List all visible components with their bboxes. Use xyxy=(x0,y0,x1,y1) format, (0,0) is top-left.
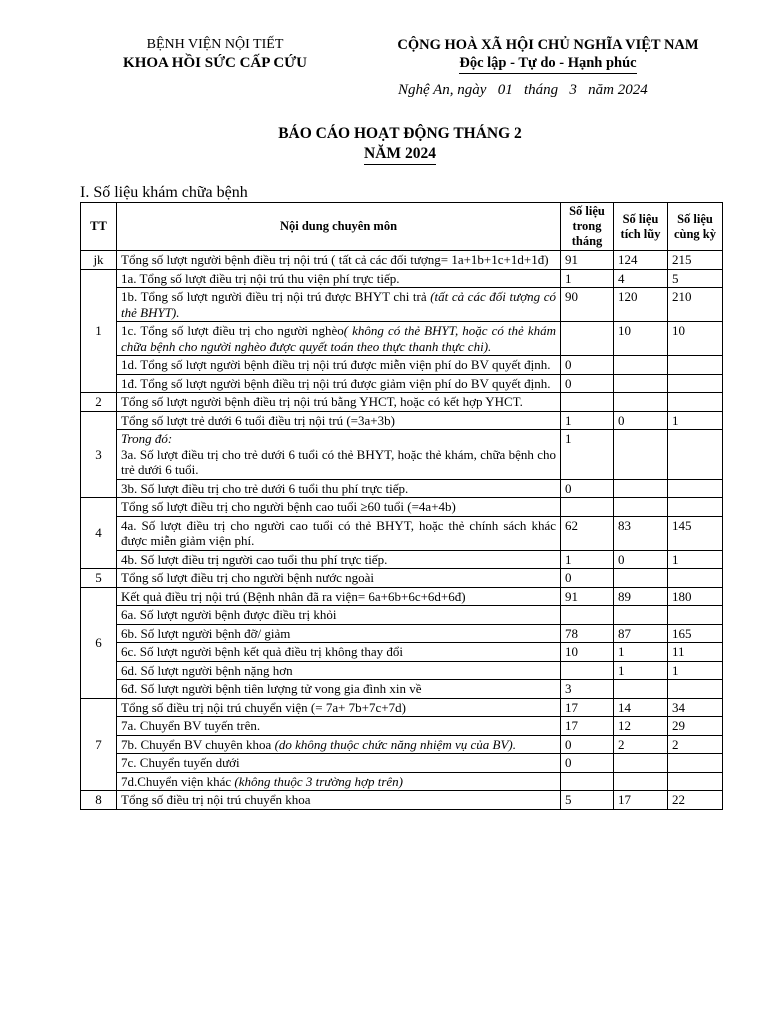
row-text: 4a. Số lượt điều trị cho người cao tuổi có thẻ BHYT, hoặc thẻ chính sách khác được miễn giảm viện phí. xyxy=(121,517,556,548)
value-same-period xyxy=(668,479,723,498)
row-content xyxy=(117,393,561,412)
table-row xyxy=(81,430,723,480)
value-same-period xyxy=(668,606,723,625)
row-content xyxy=(117,717,561,736)
value-cumulative: 14 xyxy=(614,698,668,717)
row-number: 8 xyxy=(81,791,117,810)
value-cumulative: 17 xyxy=(614,791,668,810)
row-text: 7c. Chuyển tuyến dưới xyxy=(121,755,240,770)
value-month: 3 xyxy=(561,680,614,699)
row-number: 5 xyxy=(81,569,117,588)
row-text: 3a. Số lượt điều trị cho trẻ dưới 6 tuổi có thẻ BHYT, hoặc thẻ khám, chữa bệnh cho trẻ dưới 6 tuổi. xyxy=(121,446,556,477)
table-row xyxy=(81,569,723,588)
value-month: 1 xyxy=(561,269,614,288)
value-same-period xyxy=(668,680,723,699)
value-same-period: 1 xyxy=(668,411,723,430)
row-text: 1đ. Tổng số lượt người bệnh điều trị nội trú được giảm viện phí do BV quyết định. xyxy=(121,375,551,391)
row-number: jk xyxy=(81,251,117,270)
table-row xyxy=(81,661,723,680)
row-content xyxy=(117,322,561,356)
value-cumulative: 87 xyxy=(614,624,668,643)
row-pre-note: Trong đó: xyxy=(121,431,173,446)
row-content xyxy=(117,754,561,773)
table-row xyxy=(81,251,723,270)
value-cumulative xyxy=(614,356,668,375)
country-name: CỘNG HOÀ XÃ HỘI CHỦ NGHĨA VIỆT NAM xyxy=(397,37,699,53)
value-month: 0 xyxy=(561,374,614,393)
value-month: 1 xyxy=(561,430,614,480)
value-same-period: 210 xyxy=(668,288,723,322)
value-month xyxy=(561,498,614,517)
row-text: 7b. Chuyển BV chuyên khoa xyxy=(121,736,275,752)
value-month xyxy=(561,661,614,680)
table-row xyxy=(81,587,723,606)
value-month: 0 xyxy=(561,479,614,498)
value-month: 78 xyxy=(561,624,614,643)
row-content xyxy=(117,374,561,393)
row-content xyxy=(117,698,561,717)
row-content xyxy=(117,411,561,430)
row-text: Tổng số lượt điều trị cho người bệnh nước ngoài xyxy=(121,570,374,585)
table-row xyxy=(81,322,723,356)
value-month: 90 xyxy=(561,288,614,322)
row-number: 6 xyxy=(81,587,117,698)
row-content xyxy=(117,791,561,810)
value-month: 0 xyxy=(561,735,614,754)
table-row xyxy=(81,393,723,412)
row-text: 6b. Số lượt người bệnh đỡ/ giảm xyxy=(121,625,291,641)
row-content xyxy=(117,606,561,625)
value-cumulative xyxy=(614,430,668,480)
value-month: 91 xyxy=(561,587,614,606)
row-text: 1a. Tổng số lượt điều trị nội trú thu viện phí trực tiếp. xyxy=(121,270,400,286)
value-cumulative xyxy=(614,479,668,498)
value-cumulative: 1 xyxy=(614,661,668,680)
row-content xyxy=(117,550,561,569)
value-same-period xyxy=(668,430,723,480)
section-title: I. Số liệu khám chữa bệnh xyxy=(80,184,248,201)
row-content xyxy=(117,587,561,606)
value-same-period: 2 xyxy=(668,735,723,754)
row-number: 7 xyxy=(81,698,117,791)
value-same-period: 10 xyxy=(668,322,723,356)
value-cumulative xyxy=(614,498,668,517)
row-content xyxy=(117,356,561,375)
value-month xyxy=(561,772,614,791)
row-content xyxy=(117,288,561,322)
row-text: 7a. Chuyển BV tuyến trên. xyxy=(121,718,261,733)
value-month xyxy=(561,393,614,412)
row-text: 6đ. Số lượt người bệnh tiên lượng tử vong gia đình xin về xyxy=(121,681,422,696)
row-text: 6a. Số lượt người bệnh được điều trị khỏi xyxy=(121,607,337,622)
value-same-period: 215 xyxy=(668,251,723,270)
row-text: 1d. Tổng số lượt người bệnh điều trị nội trú được miễn viện phí do BV quyết định. xyxy=(121,357,551,372)
row-number: 3 xyxy=(81,411,117,498)
table-row xyxy=(81,754,723,773)
row-text: 7d.Chuyển viện khác xyxy=(121,773,235,789)
header-cumulative: Số liệu tích lũy xyxy=(614,203,668,251)
table-row xyxy=(81,411,723,430)
value-cumulative: 12 xyxy=(614,717,668,736)
table-row xyxy=(81,269,723,288)
header-same-period: Số liệu cùng kỳ xyxy=(668,203,723,251)
value-month: 17 xyxy=(561,698,614,717)
row-content xyxy=(117,569,561,588)
row-content xyxy=(117,772,561,791)
value-same-period xyxy=(668,498,723,517)
value-same-period: 5 xyxy=(668,269,723,288)
value-cumulative xyxy=(614,754,668,773)
row-text: Tổng số lượt trẻ dưới 6 tuổi điều trị nội trú (=3a+3b) xyxy=(121,412,395,428)
value-month xyxy=(561,606,614,625)
row-text: Kết quả điều trị nội trú (Bệnh nhân đã ra viện= 6a+6b+6c+6d+6đ) xyxy=(121,588,466,604)
value-same-period: 180 xyxy=(668,587,723,606)
row-note: (do không thuộc chức năng nhiệm vụ của BV). xyxy=(274,736,516,752)
table-body xyxy=(81,251,723,810)
report-title-line1: BÁO CÁO HOẠT ĐỘNG THÁNG 2 xyxy=(278,125,522,142)
table-row xyxy=(81,698,723,717)
value-same-period: 29 xyxy=(668,717,723,736)
value-month xyxy=(561,322,614,356)
value-cumulative: 2 xyxy=(614,735,668,754)
value-cumulative xyxy=(614,606,668,625)
row-text: 6c. Số lượt người bệnh kết quả điều trị không thay đổi xyxy=(121,644,404,659)
table-row xyxy=(81,288,723,322)
value-month: 5 xyxy=(561,791,614,810)
row-text: 6d. Số lượt người bệnh nặng hơn xyxy=(121,662,293,678)
table-row xyxy=(81,374,723,393)
row-text: Tổng số lượt người bệnh điều trị nội trú ( tất cả các đối tượng= 1a+1b+1c+1d+1đ) xyxy=(121,252,549,267)
value-same-period: 1 xyxy=(668,550,723,569)
value-same-period: 11 xyxy=(668,643,723,662)
row-text: 3b. Số lượt điều trị cho trẻ dưới 6 tuổi thu phí trực tiếp. xyxy=(121,480,409,496)
report-date: Nghệ An, ngày 01 tháng 3 năm 2024 xyxy=(398,82,648,98)
header-tt: TT xyxy=(81,203,117,251)
statistics-table xyxy=(80,202,723,810)
row-content xyxy=(117,269,561,288)
value-cumulative: 0 xyxy=(614,411,668,430)
row-content xyxy=(117,479,561,498)
value-same-period xyxy=(668,374,723,393)
table-row xyxy=(81,791,723,810)
value-cumulative: 0 xyxy=(614,550,668,569)
value-month: 62 xyxy=(561,516,614,550)
value-month: 0 xyxy=(561,356,614,375)
department-name: KHOA HỒI SỨC CẤP CỨU xyxy=(123,55,307,71)
table-row xyxy=(81,772,723,791)
report-title-line2: NĂM 2024 xyxy=(364,144,436,165)
table-row xyxy=(81,479,723,498)
value-same-period xyxy=(668,754,723,773)
table-row xyxy=(81,498,723,517)
national-motto: Độc lập - Tự do - Hạnh phúc xyxy=(459,54,636,74)
row-number: 4 xyxy=(81,498,117,569)
table-header-row xyxy=(81,203,723,251)
value-same-period: 34 xyxy=(668,698,723,717)
table-row xyxy=(81,606,723,625)
row-text: Tổng số điều trị nội trú chuyển viện (= 7a+ 7b+7c+7d) xyxy=(121,699,406,715)
header-left xyxy=(100,36,330,73)
table-row xyxy=(81,550,723,569)
row-text: 1c. Tổng số lượt điều trị cho người nghèo xyxy=(121,323,344,338)
row-text: Tổng số lượt người bệnh điều trị nội trú bằng YHCT, hoặc có kết hợp YHCT. xyxy=(121,394,523,409)
row-content xyxy=(117,251,561,270)
row-content xyxy=(117,661,561,680)
value-cumulative: 10 xyxy=(614,322,668,356)
row-text: Tổng số lượt điều trị cho người bệnh cao tuổi ≥60 tuổi (=4a+4b) xyxy=(121,499,456,514)
value-same-period xyxy=(668,356,723,375)
value-same-period: 165 xyxy=(668,624,723,643)
value-cumulative xyxy=(614,772,668,791)
row-number: 2 xyxy=(81,393,117,412)
value-same-period xyxy=(668,393,723,412)
row-content xyxy=(117,430,561,480)
value-month: 0 xyxy=(561,754,614,773)
header-content: Nội dung chuyên môn xyxy=(117,203,561,251)
report-title xyxy=(200,124,600,165)
table-row xyxy=(81,735,723,754)
table-row xyxy=(81,624,723,643)
value-cumulative: 89 xyxy=(614,587,668,606)
value-cumulative xyxy=(614,393,668,412)
value-cumulative: 1 xyxy=(614,643,668,662)
row-content xyxy=(117,498,561,517)
row-note: (tất cả các đối tượng có thẻ BHYT). xyxy=(121,289,556,320)
value-same-period: 22 xyxy=(668,791,723,810)
row-content xyxy=(117,624,561,643)
row-note: ( không có thẻ BHYT, hoặc có thẻ khám chữa bệnh cho người nghèo được quyết toán theo thực thanh thực chi). xyxy=(121,323,556,354)
value-month: 0 xyxy=(561,569,614,588)
value-month: 17 xyxy=(561,717,614,736)
value-same-period: 145 xyxy=(668,516,723,550)
value-month: 1 xyxy=(561,411,614,430)
value-cumulative xyxy=(614,680,668,699)
row-content xyxy=(117,735,561,754)
row-note: (không thuộc 3 trường hợp trên) xyxy=(234,773,404,789)
value-cumulative xyxy=(614,569,668,588)
table-row xyxy=(81,717,723,736)
row-text: Tổng số điều trị nội trú chuyển khoa xyxy=(121,792,311,807)
table-row xyxy=(81,516,723,550)
table-row xyxy=(81,643,723,662)
header-month: Số liệu trong tháng xyxy=(561,203,614,251)
value-month: 1 xyxy=(561,550,614,569)
value-cumulative: 120 xyxy=(614,288,668,322)
row-content xyxy=(117,516,561,550)
value-cumulative: 4 xyxy=(614,269,668,288)
value-cumulative: 124 xyxy=(614,251,668,270)
value-cumulative: 83 xyxy=(614,516,668,550)
value-cumulative xyxy=(614,374,668,393)
value-same-period: 1 xyxy=(668,661,723,680)
value-same-period xyxy=(668,772,723,791)
row-content xyxy=(117,680,561,699)
table-row xyxy=(81,356,723,375)
value-same-period xyxy=(668,569,723,588)
row-content xyxy=(117,643,561,662)
value-month: 91 xyxy=(561,251,614,270)
hospital-name: BỆNH VIỆN NỘI TIẾT xyxy=(146,37,284,52)
row-text: 1b. Tổng số lượt người điều trị nội trú được BHYT chi trả xyxy=(121,289,431,304)
table-row xyxy=(81,680,723,699)
header-right xyxy=(368,36,728,74)
row-number: 1 xyxy=(81,269,117,393)
value-month: 10 xyxy=(561,643,614,662)
row-text: 4b. Số lượt điều trị người cao tuổi thu phí trực tiếp. xyxy=(121,551,388,567)
